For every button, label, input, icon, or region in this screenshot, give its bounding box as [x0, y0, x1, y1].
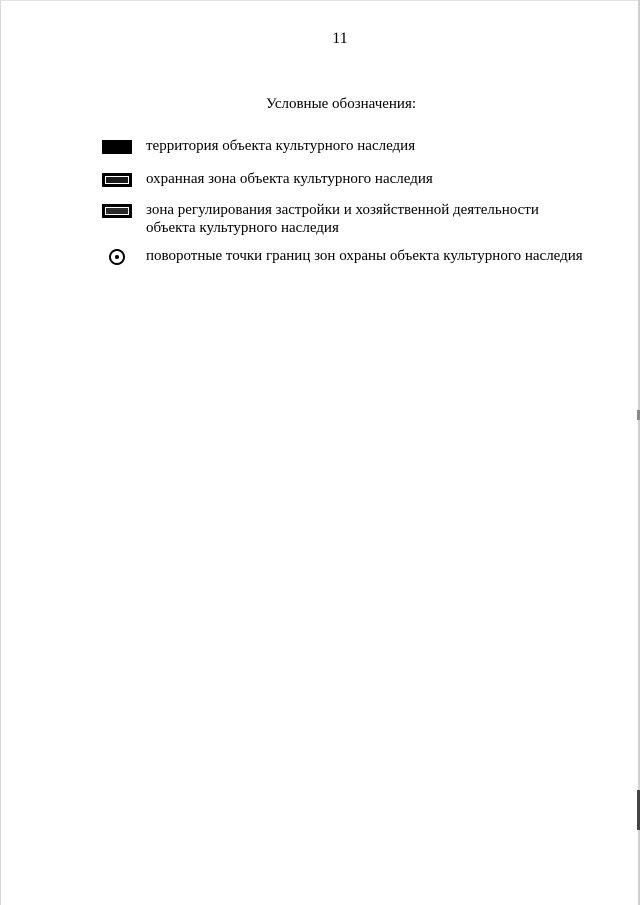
legend-item-label: территория объекта культурного наследия [146, 138, 416, 154]
regulation-zone-swatch-icon [102, 204, 132, 218]
legend-item-boundary-points [102, 247, 612, 265]
legend-item-label: охранная зона объекта культурного наследия [146, 171, 433, 187]
point-dot-icon [115, 255, 119, 259]
legend-item-regulation-zone [102, 201, 612, 237]
legend-item-protection-zone [102, 170, 612, 188]
legend-item-label-line1: зона регулирования застройки и хозяйственной деятельности [146, 202, 539, 218]
page-edge-top [0, 0, 640, 1]
legend-item-label-line2: объекта культурного наследия [146, 220, 339, 236]
legend-item-territory [102, 137, 612, 155]
territory-swatch-icon [102, 140, 132, 154]
protection-zone-swatch-icon [102, 173, 132, 187]
page-edge-left [0, 0, 1, 905]
boundary-point-icon [109, 249, 125, 265]
legend-item-label: поворотные точки границ зон охраны объекта культурного наследия [146, 248, 583, 264]
legend-item-label [146, 201, 539, 237]
legend-title: Условные обозначения: [266, 96, 417, 112]
page-number: 11 [332, 30, 348, 47]
